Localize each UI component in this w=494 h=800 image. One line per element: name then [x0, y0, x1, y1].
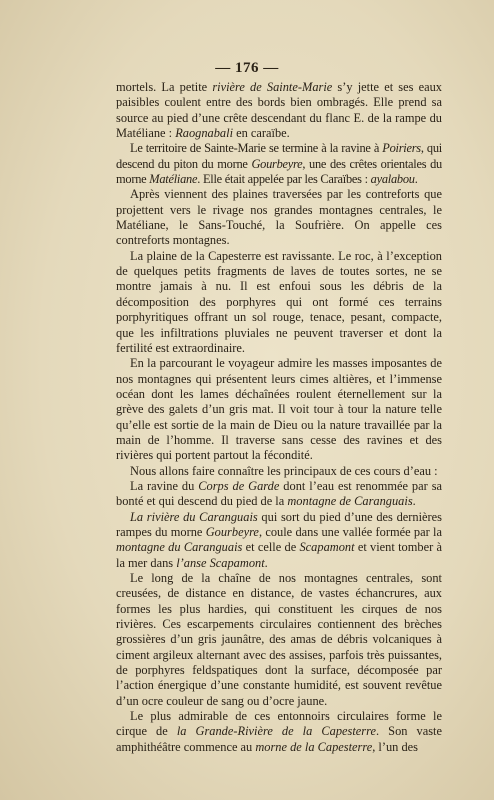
- paragraph: [116, 141, 442, 187]
- text-run: .: [414, 172, 418, 187]
- paragraph: [116, 249, 442, 356]
- text-run: et celle de: [242, 540, 300, 555]
- text-run: .: [264, 555, 268, 570]
- text-run: mortels. La petite: [116, 80, 213, 94]
- paragraph: [116, 356, 442, 463]
- italic-text: La rivière du Caranguais: [130, 509, 258, 524]
- italic-text: Poiriers: [382, 141, 421, 156]
- text-run: et vient tomber à la mer dans: [116, 540, 442, 570]
- paragraph: [116, 80, 442, 141]
- paragraph: [116, 510, 442, 571]
- italic-text: montagne du Caranguais: [116, 540, 243, 555]
- paragraph: [116, 571, 442, 709]
- text-run: . Elle était appelée par les Caraïbes :: [197, 172, 371, 187]
- text-run: . Son vaste amphithéâtre commence au: [116, 724, 442, 754]
- italic-text: Gourbeyre: [251, 156, 303, 171]
- text-run: La ravine du: [130, 478, 199, 493]
- paragraph: [116, 187, 442, 248]
- italic-text: montagne de Caranguais: [287, 494, 413, 509]
- body-text: [116, 80, 442, 755]
- italic-text: Corps de Garde: [198, 478, 280, 493]
- text-run: Le plus admirable de ces entonnoirs circulaires forme le cirque de: [116, 709, 442, 739]
- italic-text: Matéliane: [149, 172, 198, 187]
- paragraph: [116, 464, 442, 479]
- text-run: , l’un des: [372, 739, 418, 754]
- paragraph: [116, 479, 442, 510]
- text-run: La plaine de la Capesterre est ravissante. Le roc, à l’exception de quelques petits fragments de laves de toutes sortes, ne se montre jamais à nu. Il est enfoui sous les débris de la décomposition des porphyres qui ont formé ces terrains porphyritiques offrant un sol rouge, tenace, pesant, compacte, que les infiltrations pluviales ne peuvent traverser et dont la fertilité est extraordinaire.: [116, 248, 442, 355]
- italic-text: Scapamont: [299, 540, 355, 555]
- italic-text: rivière de Sainte-Marie: [212, 80, 333, 94]
- text-run: dont l’eau est renommée par sa bonté et qui descend du pied de la: [116, 478, 443, 509]
- text-run: , qui descend du piton du morne: [116, 141, 442, 171]
- text-run: Le territoire de Sainte-Marie se termine à la ravine à: [130, 141, 383, 156]
- text-run: qui sort du pied d’une des dernières rampes du morne: [116, 509, 442, 539]
- text-run: En la parcourant le voyageur admire les masses imposantes de nos montagnes qui présentent leurs cimes altières, et l’immense océan dont les lames déchaînées roulent éternellement sur la grève des galets d’un gris mat. Il voit tour à tour la nature telle qu’elle est sortie de la main de Dieu ou la nature travaillée par la main de l’homme. Il traverse sans cesse des ravines et des rivières qui portent partout la fécondité.: [116, 356, 442, 463]
- text-run: .: [412, 494, 416, 509]
- paragraph: [116, 709, 442, 755]
- text-run: , une des crêtes orientales du morne: [116, 156, 442, 187]
- text-run: Nous allons faire connaître les principaux de ces cours d’eau :: [130, 463, 438, 478]
- italic-text: ayalabou: [370, 172, 415, 187]
- text-run: s’y jette et ses eaux paisibles coulent entre des bords bien ombragés. Elle prend sa source au pied d’une crête descendant du flanc E. de la rampe du Matéliane :: [116, 80, 442, 141]
- italic-text: l’anse Scapamont: [176, 555, 265, 570]
- text-run: en caraïbe.: [233, 126, 290, 141]
- text-run: Le long de la chaîne de nos montagnes centrales, sont creusées, de distance en distance, de vastes échancrures, aux formes les plus hardies, qui constituent les cirques de nos rivières. Ces escarpements circulaires contiennent des brèches grossières d’un gris jaunâtre, des amas de débris volcaniques à ciment argileux alternant avec des assises, parfois très puissantes, de porphyres feldspatiques dont la surface, décomposée par l’action énergique d’une constante humidité, est souvent revêtue d’un ocre couleur de sang ou d’ocre jaune.: [116, 571, 442, 708]
- text-run: , coule dans une vallée formée par la: [258, 524, 442, 539]
- italic-text: la Grande-Rivière de la Capesterre: [176, 724, 376, 739]
- page-number: — 176 —: [215, 60, 279, 76]
- italic-text: Gourbeyre: [205, 524, 259, 539]
- italic-text: morne de la Capesterre: [255, 739, 373, 754]
- italic-text: Raognabali: [175, 126, 234, 141]
- text-run: Après viennent des plaines traversées par les contreforts que projettent vers le rivage nos grandes montagnes centrales, le Matéliane, le Sans-Touché, la Soufrière. On appelle ces contreforts montagnes.: [116, 187, 442, 248]
